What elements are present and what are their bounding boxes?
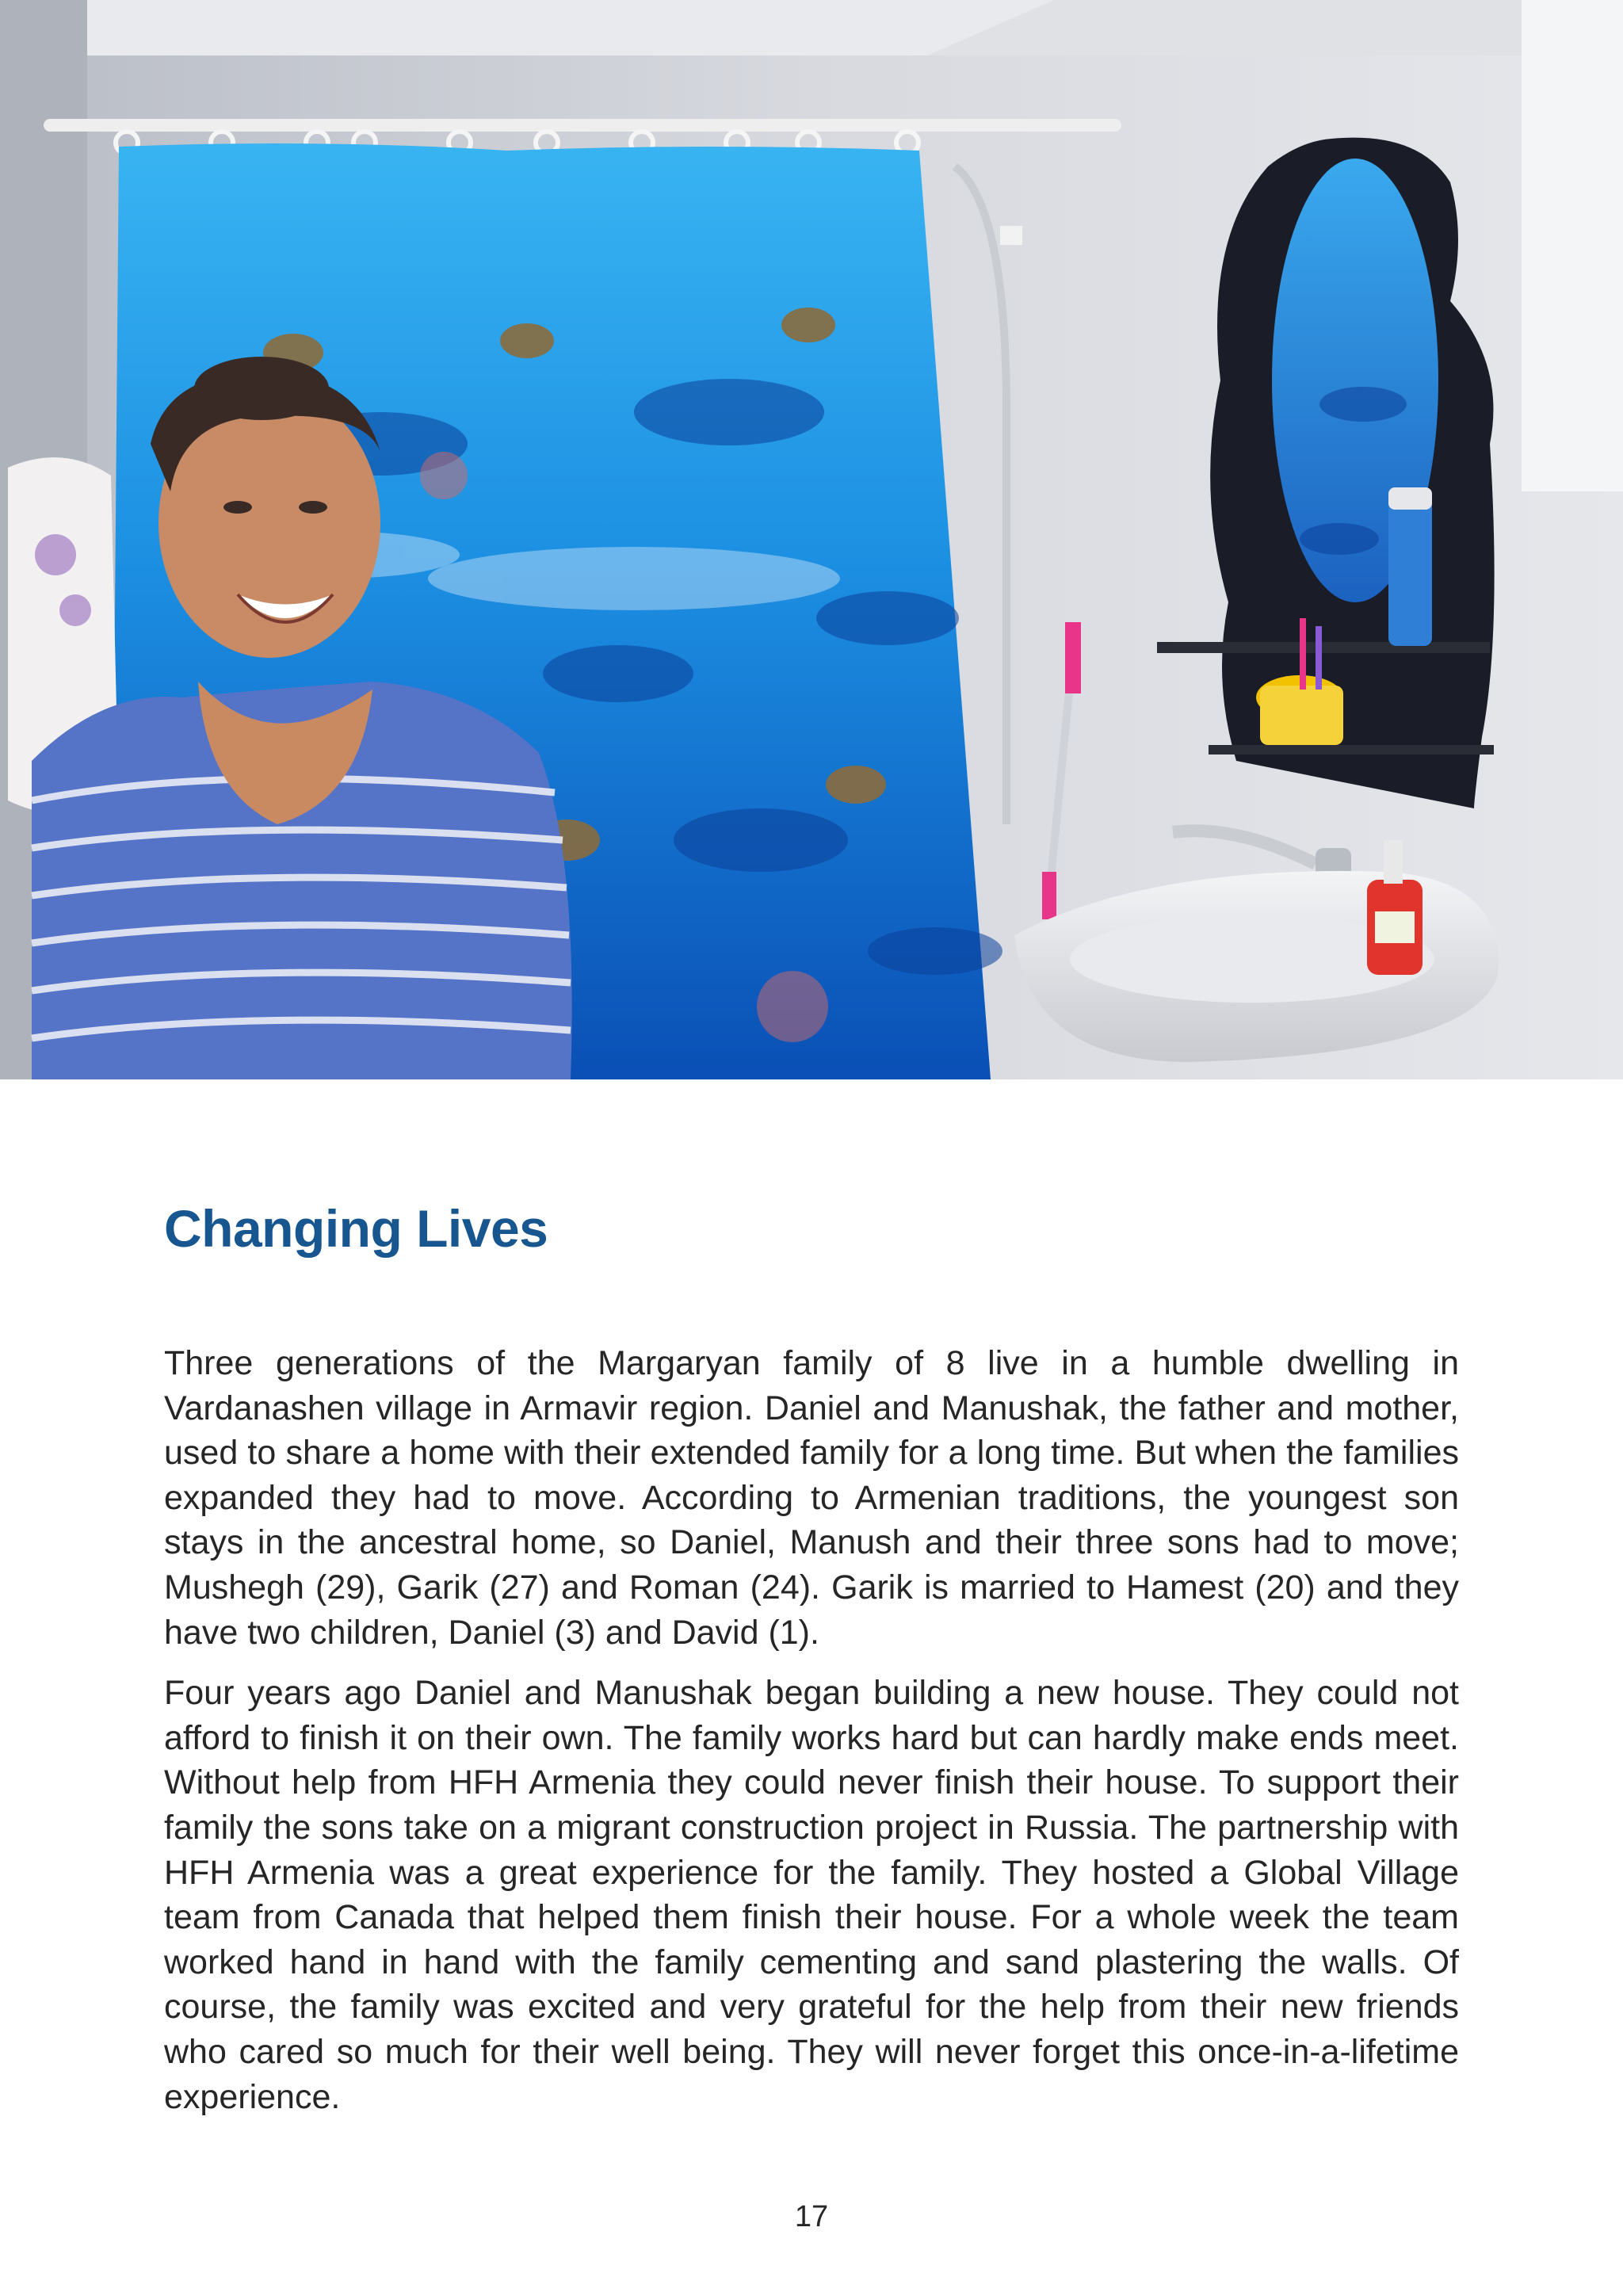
page-title: Changing Lives xyxy=(164,1199,548,1258)
article-body xyxy=(164,1341,1459,2135)
body-paragraph: Three generations of the Margaryan family of 8 live in a humble dwelling in Vardanashen village in Armavir region. Daniel and Manushak, the father and mother, used to share a home with their extended family for a long time. But when the families expanded they had to move. According to Armenian traditions, the youngest son stays in the ancestral home, so Daniel, Manush and their three sons had to move; Mushegh (29), Garik (27) and Roman (24). Garik is married to Hamest (20) and they have two children, Daniel (3) and David (1). xyxy=(164,1344,1459,1652)
bathroom-photo xyxy=(0,0,1623,1079)
body-paragraph: Four years ago Daniel and Manushak began building a new house. They could not afford to finish it on their own. The family works hard but can hardly make ends meet. Without help from HFH Armenia they could never finish their house. To support their family the sons take on a migrant construction project in Russia. The partnership with HFH Armenia was a great experience for the family. They hosted a Global Village team from Canada that helped them finish their house. For a whole week the team worked hand in hand with the family cementing and sand plastering the walls. Of course, the family was excited and very grateful for the help from their new friends who cared so much for their well being. They will never forget this once-in-a-lifetime experience. xyxy=(164,1674,1459,2116)
page-number: 17 xyxy=(794,2200,829,2233)
